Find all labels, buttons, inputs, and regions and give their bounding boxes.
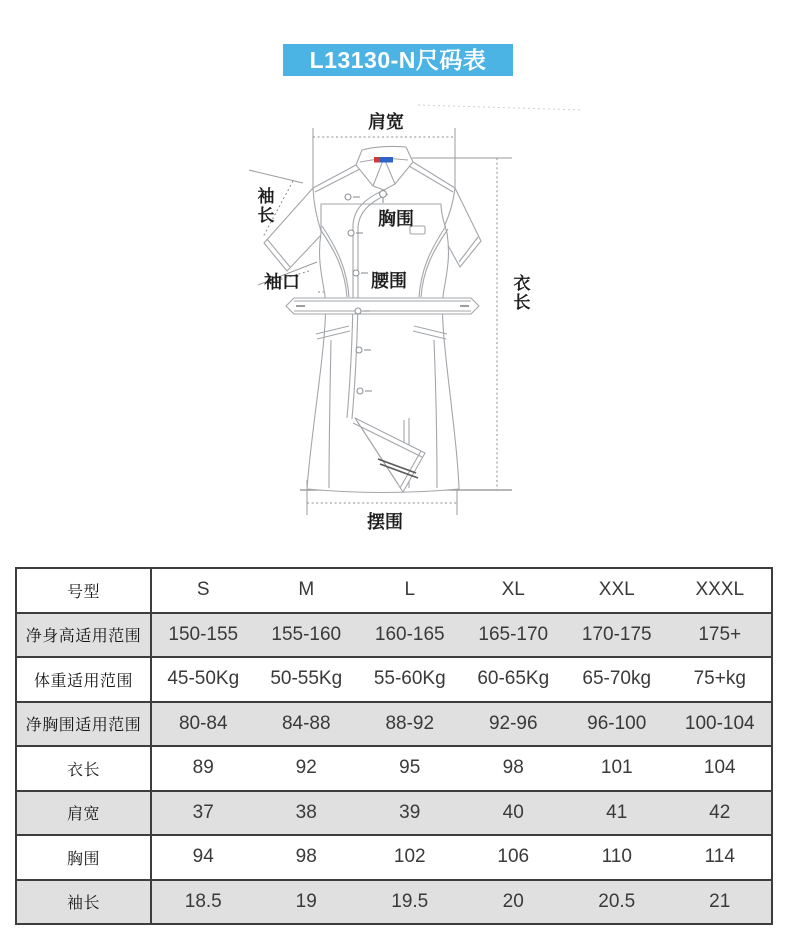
row-value: 88-92 [358,702,462,747]
row-value: 150-155 [151,613,255,658]
row-value: 19 [255,880,359,925]
collar-tag [374,157,393,163]
row-value: 18.5 [151,880,255,925]
row-value: 104 [669,746,773,791]
row-value: 50-55Kg [255,657,359,702]
row-value: 175+ [669,613,773,658]
row-value: 75+kg [669,657,773,702]
row-value: 155-160 [255,613,359,658]
table-row [16,791,772,836]
row-value: 19.5 [358,880,462,925]
label-sleeve-length: 袖长 [257,187,275,226]
row-value: 20 [462,880,566,925]
row-value: 92-96 [462,702,566,747]
row-value: 102 [358,835,462,880]
row-value: 38 [255,791,359,836]
row-label: 净身高适用范围 [16,613,151,658]
row-value: 160-165 [358,613,462,658]
size-col-header: XXL [565,568,669,613]
row-value: 39 [358,791,462,836]
row-value: 45-50Kg [151,657,255,702]
size-col-header: M [255,568,359,613]
table-row [16,835,772,880]
row-value: 80-84 [151,702,255,747]
row-value: 98 [255,835,359,880]
table-row [16,746,772,791]
garment-outline [264,146,481,492]
row-label: 袖长 [16,880,151,925]
label-shoulder-width: 肩宽 [368,112,404,132]
size-table [15,567,773,925]
row-value: 65-70kg [565,657,669,702]
size-col-header: XXXL [669,568,773,613]
row-label: 净胸围适用范围 [16,702,151,747]
row-value: 40 [462,791,566,836]
row-value: 21 [669,880,773,925]
size-chart-title: L13130-N尺码表 [309,47,487,73]
row-value: 37 [151,791,255,836]
row-label: 胸围 [16,835,151,880]
label-waist: 腰围 [371,271,407,291]
label-garment-length: 衣长 [513,274,531,313]
size-type-header: 号型 [16,568,151,613]
row-value: 165-170 [462,613,566,658]
label-chest: 胸围 [378,209,414,229]
row-value: 20.5 [565,880,669,925]
row-value: 98 [462,746,566,791]
row-value: 55-60Kg [358,657,462,702]
row-value: 96-100 [565,702,669,747]
size-col-header: L [358,568,462,613]
row-value: 41 [565,791,669,836]
table-header-row [16,568,772,613]
row-value: 95 [358,746,462,791]
table-row [16,613,772,658]
label-hem: 摆围 [367,512,403,532]
row-label: 体重适用范围 [16,657,151,702]
row-value: 60-65Kg [462,657,566,702]
row-value: 114 [669,835,773,880]
label-cuff: 袖口 [264,272,300,292]
row-value: 89 [151,746,255,791]
row-value: 94 [151,835,255,880]
row-value: 170-175 [565,613,669,658]
size-col-header: S [151,568,255,613]
row-value: 101 [565,746,669,791]
table-row [16,657,772,702]
row-value: 84-88 [255,702,359,747]
row-value: 100-104 [669,702,773,747]
row-label: 衣长 [16,746,151,791]
belt [286,298,479,314]
collar [356,146,413,190]
row-value: 106 [462,835,566,880]
table-row [16,702,772,747]
size-col-header: XL [462,568,566,613]
row-value: 92 [255,746,359,791]
row-value: 110 [565,835,669,880]
table-row [16,880,772,925]
row-value: 42 [669,791,773,836]
row-label: 肩宽 [16,791,151,836]
